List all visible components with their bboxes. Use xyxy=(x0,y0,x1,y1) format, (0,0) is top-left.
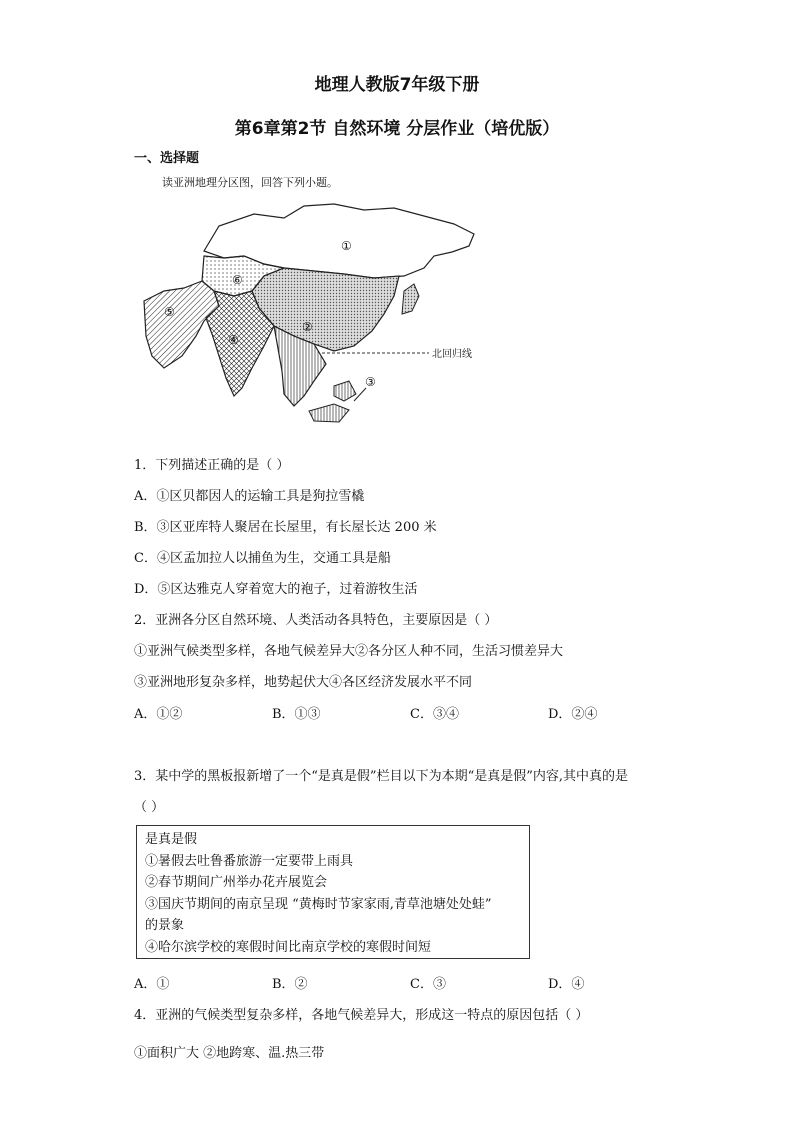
box-item-3-continued: 的景象 xyxy=(145,918,185,933)
map-label-1: ① xyxy=(341,239,352,253)
section-heading: 一、选择题 xyxy=(134,151,200,166)
map-label-2: ② xyxy=(302,320,313,334)
q1-option-b: B．③区亚库特人聚居在长屋里，有长屋长达 200 米 xyxy=(134,520,437,535)
q4-line-1: ①面积广大 ②地跨寒、温.热三带 xyxy=(134,1046,325,1061)
q3-option-b: B．② xyxy=(272,977,308,992)
q2-option-c: C．③④ xyxy=(410,707,459,722)
q2-option-a: A．①② xyxy=(134,707,183,722)
box-item-4: ④哈尔滨学校的寒假时间比南京学校的寒假时间短 xyxy=(145,939,432,955)
document-subtitle: 第6章第2节 自然环境 分层作业（培优版） xyxy=(234,119,560,139)
q2-line-2: ③亚洲地形复杂多样，地势起伏大④各区经济发展水平不同 xyxy=(134,675,473,690)
box-item-1: ①暑假去吐鲁番旅游一定要带上雨具 xyxy=(145,853,354,869)
document-title: 地理人教版7年级下册 xyxy=(314,75,480,95)
map-label-4: ④ xyxy=(228,333,239,347)
q1-option-c: C．④区孟加拉人以捕鱼为生，交通工具是船 xyxy=(134,551,391,566)
q3-stem-line-1: 3．某中学的黑板报新增了一个“是真是假”栏目以下为本期“是真是假”内容,其中真的是 xyxy=(134,769,628,784)
box-heading: 是真是假 xyxy=(145,832,198,847)
map-label-6: ⑥ xyxy=(232,273,243,287)
q1-option-d: D．⑤区达雅克人穿着宽大的袍子，过着游牧生活 xyxy=(134,582,418,597)
q1-option-a: A．①区贝都因人的运输工具是狗拉雪橇 xyxy=(134,489,365,504)
q2-option-b: B．①③ xyxy=(272,707,321,722)
box-item-2: ②春节期间广州举办花卉展览会 xyxy=(145,875,328,890)
southeast-asia-islands xyxy=(309,404,349,422)
map-label-5: ⑤ xyxy=(164,305,175,319)
q4-stem: 4．亚洲的气候类型复杂多样，各地气候差异大，形成这一特点的原因包括（ ） xyxy=(134,1008,589,1023)
japan-islands xyxy=(402,284,419,314)
region-5-west-asia xyxy=(144,281,219,368)
q2-stem: 2．亚洲各分区自然环境、人类活动各具特色，主要原因是（ ） xyxy=(134,613,498,628)
map-label-3: ③ xyxy=(365,375,376,389)
q2-option-d: D．②④ xyxy=(548,707,598,722)
q1-stem: 1．下列描述正确的是（ ） xyxy=(134,458,290,473)
borneo-island xyxy=(334,381,356,401)
map-caption: 读亚洲地理分区图，回答下列小题。 xyxy=(162,176,338,189)
q3-option-d: D．④ xyxy=(548,977,585,992)
asia-region-map xyxy=(134,196,494,446)
tropic-label: 北回归线 xyxy=(432,349,472,360)
q3-option-a: A．① xyxy=(134,977,170,992)
box-item-3: ③国庆节期间的南京呈现 “黄梅时节家家雨,青草池塘处处蛙” xyxy=(145,896,492,912)
q3-true-false-box xyxy=(136,825,530,959)
q3-stem-line-2: （ ） xyxy=(134,800,165,815)
region-2-east-asia xyxy=(252,268,399,351)
q3-option-c: C．③ xyxy=(410,977,446,992)
q2-line-1: ①亚洲气候类型多样，各地气候差异大②各分区人种不同，生活习惯差异大 xyxy=(134,644,564,659)
